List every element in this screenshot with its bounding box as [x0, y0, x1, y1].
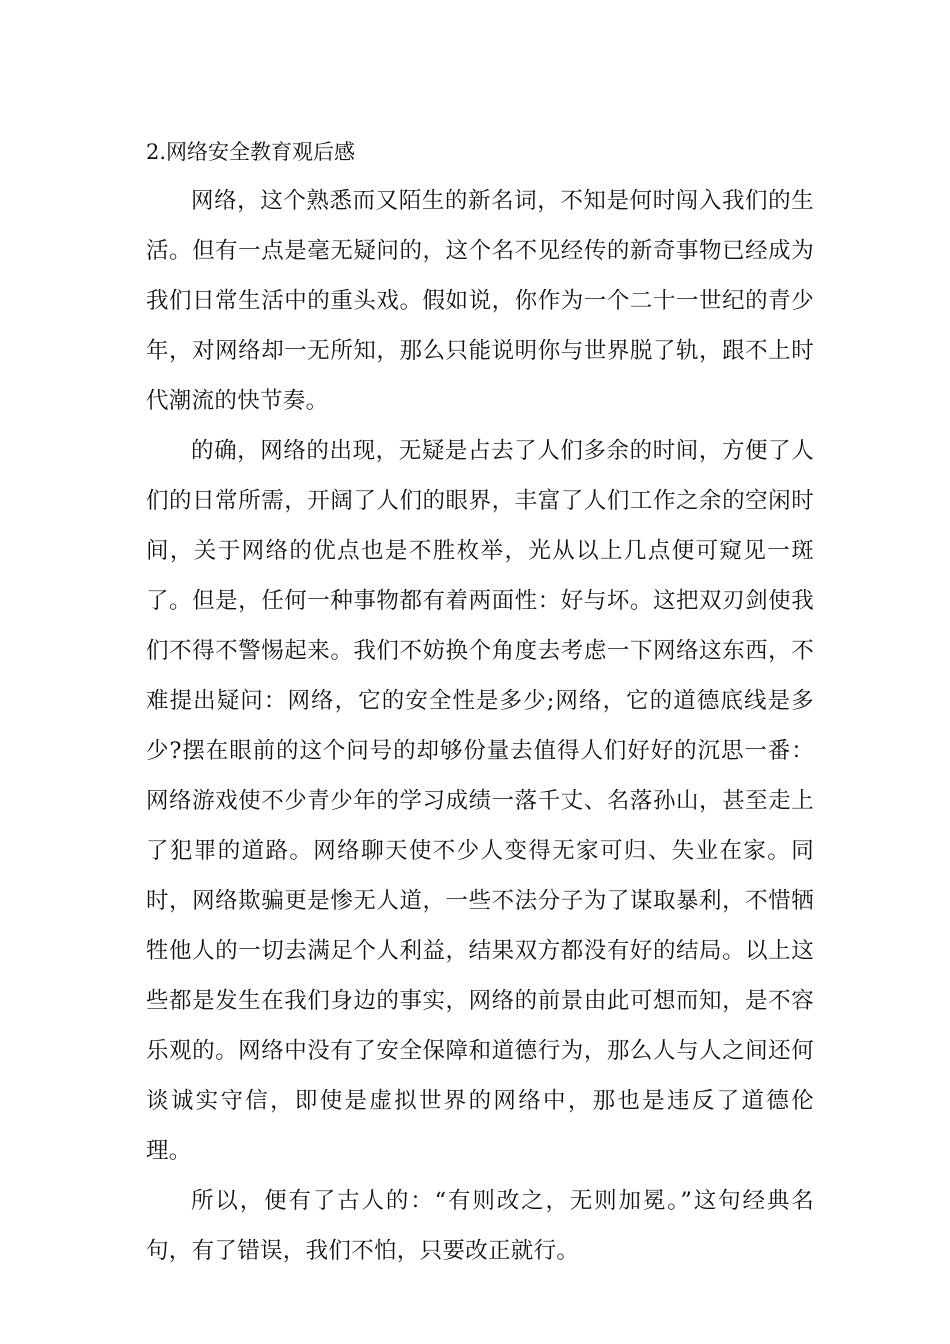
document-title: 2.网络安全教育观后感	[146, 140, 356, 164]
paragraph-2: 的确，网络的出现，无疑是占去了人们多余的时间，方便了人们的日常所需，开阔了人们的眼界，丰富了人们工作之余的空闲时间，关于网络的优点也是不胜枚举，光从以上几点便可窥见一斑了。但是，任何一种事物都有着两面性：好与坏。这把双刃剑使我们不得不警惕起来。我们不妨换个角度去考虑一下网络这东西，不难提出疑问：网络，它的安全性是多少;网络，它的道德底线是多少?摆在眼前的这个问号的却够份量去值得人们好好的沉思一番：网络游戏使不少青少年的学习成绩一落千丈、名落孙山，甚至走上了犯罪的道路。网络聊天使不少人变得无家可归、失业在家。同时，网络欺骗更是惨无人道，一些不法分子为了谋取暴利，不惜牺牲他人的一切去满足个人利益，结果双方都没有好的结局。以上这些都是发生在我们身边的事实，网络的前景由此可想而知，是不容乐观的。网络中没有了安全保障和道德行为，那么人与人之间还何谈诚实守信，即使是虚拟世界的网络中，那也是违反了道德伦 理。	[146, 438, 814, 1164]
document-body	[146, 128, 814, 1276]
paragraph-1: 网络，这个熟悉而又陌生的新名词，不知是何时闯入我们的生活。但有一点是毫无疑问的，这个名不见经传的新奇事物已经成为我们日常生活中的重头戏。假如说，你作为一个二十一世纪的青少年，对网络却一无所知，那么只能说明你与世界脱了轨，跟不上时代潮流的快节奏。	[146, 188, 814, 414]
paragraph-3: 所以，便有了古人的：“有则改之，无则加冕。”这句经典名句，有了错误，我们不怕，只要改正就行。	[146, 1188, 814, 1264]
